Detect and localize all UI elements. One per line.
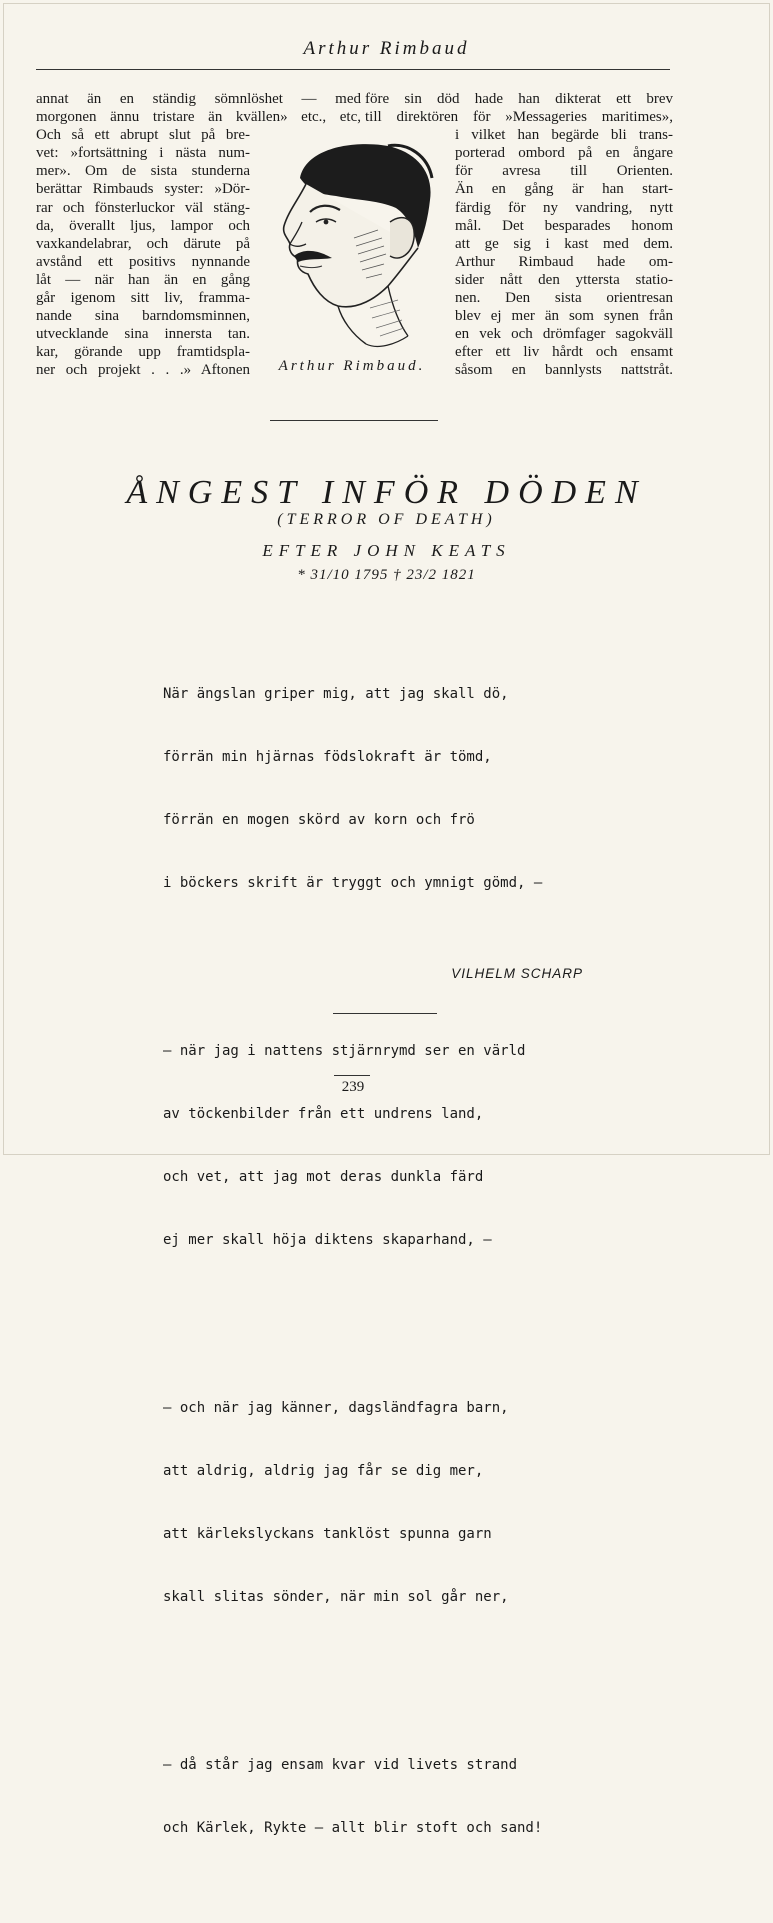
poem-line: — när jag i nattens stjärnrymd ser en värld <box>163 1043 526 1059</box>
text-line: ner och projekt . . .» Aftonen <box>36 362 250 379</box>
poem-line: — då står jag ensam kvar vid livets strand <box>163 1757 518 1773</box>
text-line: morgonen ännu tristare än kvällen» etc., etc, <box>36 109 361 126</box>
text-line: mer». Om de sista stunderna <box>36 163 250 180</box>
poem-line: förrän min hjärnas födslokraft är tömd, <box>163 749 492 765</box>
text-line: mål. Det besparades honom <box>455 217 673 234</box>
page-number: 239 <box>341 1079 365 1095</box>
poem-line: av töckenbilder från ett undrens land, <box>163 1106 484 1122</box>
stanza <box>163 1356 542 1650</box>
text-line: går igenom sitt liv, framma- <box>36 290 250 307</box>
portrait-illustration <box>258 138 446 360</box>
text-line: utvecklande sina innersta tan. <box>36 326 250 343</box>
text-line: vaxkandelabrar, och därute på <box>36 235 250 252</box>
text-line: låt — när han än en gång <box>36 271 250 288</box>
text-line: såsom en bannlysts nattstråt. <box>455 362 673 379</box>
running-head: Arthur Rimbaud <box>303 38 470 59</box>
text-line: nande sina barndomsminnen, <box>36 308 250 325</box>
poem-body <box>163 600 542 1923</box>
text-line: vet: »fortsättning i nästa num- <box>36 145 250 162</box>
poem-subtitle: (TERROR OF DEATH) <box>277 511 496 528</box>
poem-line: ej mer skall höja diktens skaparhand, — <box>163 1232 492 1248</box>
text-line: sider nått den yttersta statio- <box>455 271 673 288</box>
poem-line: att aldrig, aldrig jag får se dig mer, <box>163 1463 484 1479</box>
text-line: berättar Rimbauds syster: »Dör- <box>36 181 250 198</box>
end-rule <box>333 1013 437 1014</box>
section-divider <box>270 420 438 421</box>
poem-line: förrän en mogen skörd av korn och frö <box>163 812 475 828</box>
poem-line: i böckers skrift är tryggt och ymnigt gömd, — <box>163 875 543 891</box>
poem-line: att kärlekslyckans tanklöst spunna garn <box>163 1526 492 1542</box>
stanza <box>163 642 542 936</box>
poem-original-author: EFTER JOHN KEATS <box>262 541 511 560</box>
header-rule <box>36 69 670 70</box>
portrait-caption: Arthur Rimbaud. <box>278 358 426 374</box>
text-line: annat än en ständig sömnlöshet — med <box>36 91 361 107</box>
poem-line: och vet, att jag mot deras dunkla färd <box>163 1169 484 1185</box>
stanza <box>163 1713 542 1881</box>
folio-rule <box>334 1075 370 1076</box>
text-line: färdig för ny vandring, nytt <box>455 199 673 216</box>
text-line: porterad ombord på en ångare <box>455 145 673 162</box>
text-line: Och så ett abrupt slut på bre- <box>36 127 250 144</box>
text-line: att ge sig i kast med dem. <box>455 235 673 252</box>
poem-line: och Kärlek, Rykte — allt blir stoft och sand! <box>163 1820 543 1836</box>
stanza <box>163 999 542 1293</box>
poem-title: ÅNGEST INFÖR DÖDEN <box>126 474 647 511</box>
text-line: avstånd ett positivs nynnande <box>36 253 250 270</box>
text-line: till direktören för »Messageries maritimes», <box>365 109 673 126</box>
text-line: Arthur Rimbaud hade om- <box>455 253 673 270</box>
text-line: nen. Den sista orientresan <box>455 290 673 307</box>
text-line: för avresa till Orienten. <box>455 163 673 180</box>
text-line: Än en gång är han start- <box>455 181 673 198</box>
poem-line: skall slitas sönder, när min sol går ner, <box>163 1589 509 1605</box>
poem-line: När ängslan griper mig, att jag skall dö, <box>163 686 509 702</box>
text-line: i vilket han begärde bli trans- <box>455 127 673 144</box>
text-line: kar, görande upp framtidspla- <box>36 344 250 361</box>
poem-author-dates: * 31/10 1795 † 23/2 1821 <box>297 567 476 583</box>
text-line: da, överallt ljus, lampor och <box>36 217 250 234</box>
text-line: en vek och drömfager sagokväll <box>455 326 673 343</box>
text-line: efter ett liv hårdt och ensamt <box>455 344 673 361</box>
translator-credit: VILHELM SCHARP <box>451 966 583 981</box>
poem-line: — och när jag känner, dagsländfagra barn, <box>163 1400 509 1416</box>
text-line: före sin död hade han dikterat ett brev <box>365 91 673 107</box>
text-line: rar och fönsterluckor väl stäng- <box>36 199 250 216</box>
text-line: blev ej mer än som synen från <box>455 308 673 325</box>
